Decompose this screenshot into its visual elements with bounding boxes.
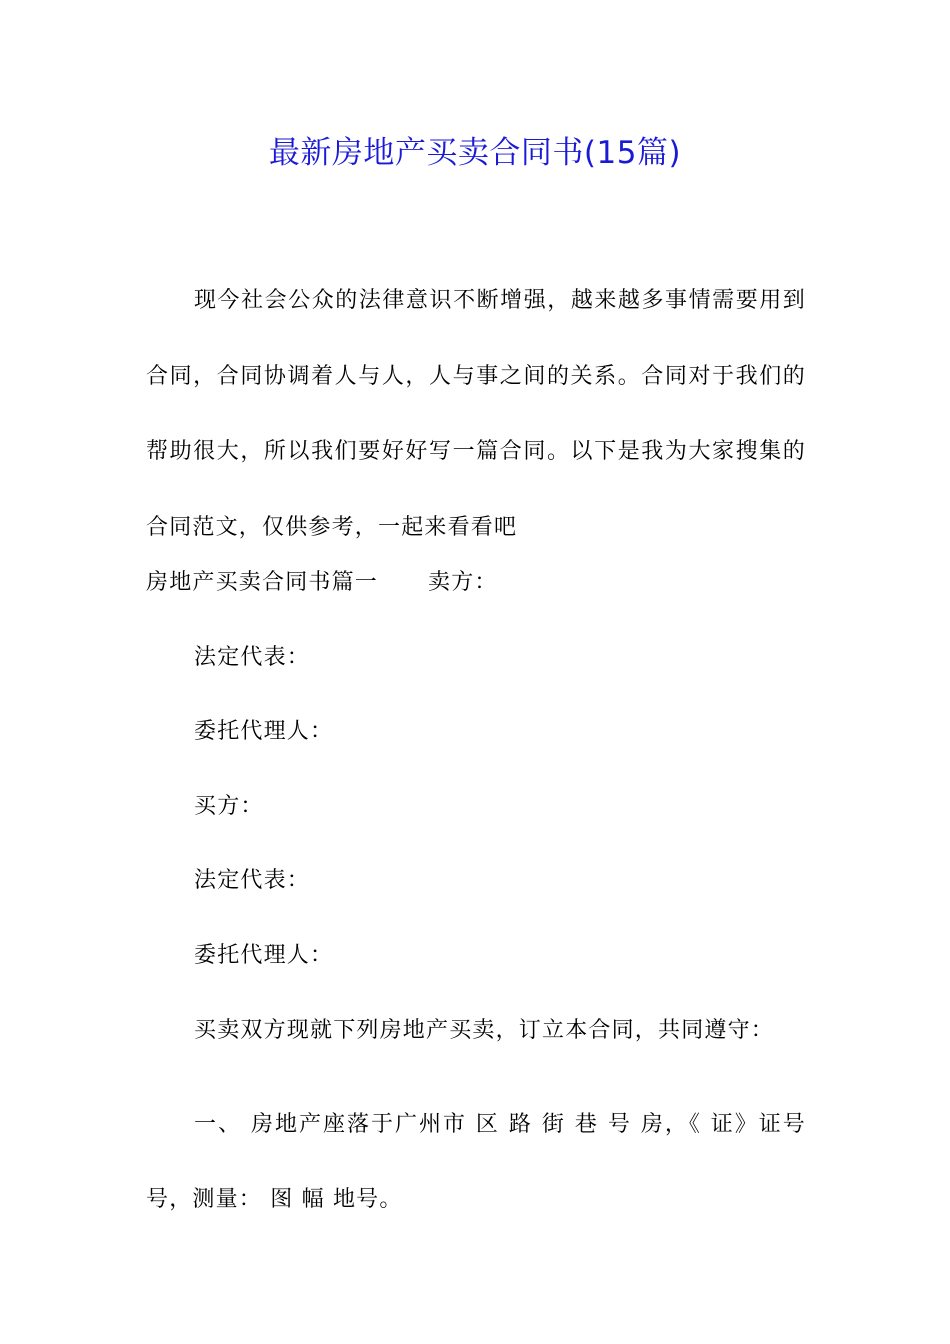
seller-label: 卖方： xyxy=(428,570,498,595)
section-heading-line xyxy=(146,563,498,603)
seller-agent: 委托代理人： xyxy=(194,719,334,744)
section-heading: 房地产买卖合同书篇一 xyxy=(146,570,379,595)
document-title: 最新房地产买卖合同书(15篇) xyxy=(268,135,682,171)
seller-representative: 法定代表： xyxy=(194,645,311,670)
buyer-representative: 法定代表： xyxy=(194,868,311,893)
clause-one: 一、 房地产座落于广州市 区 路 街 巷 号 房，《 证》证号 号，测量： 图 幅 地号。 xyxy=(146,1112,806,1212)
buyer-agent: 委托代理人： xyxy=(194,943,334,968)
buyer-label: 买方： xyxy=(194,794,264,819)
agreement-statement: 买卖双方现就下列房地产买卖，订立本合同，共同遵守： xyxy=(194,1018,775,1043)
intro-paragraph: 现今社会公众的法律意识不断增强，越来越多事情需要用到合同，合同协调着人与人，人与事之间的关系。合同对于我们的帮助很大，所以我们要好好写一篇合同。以下是我为大家搜集的合同范文，仅供参考，一起来看看吧 xyxy=(146,288,806,540)
